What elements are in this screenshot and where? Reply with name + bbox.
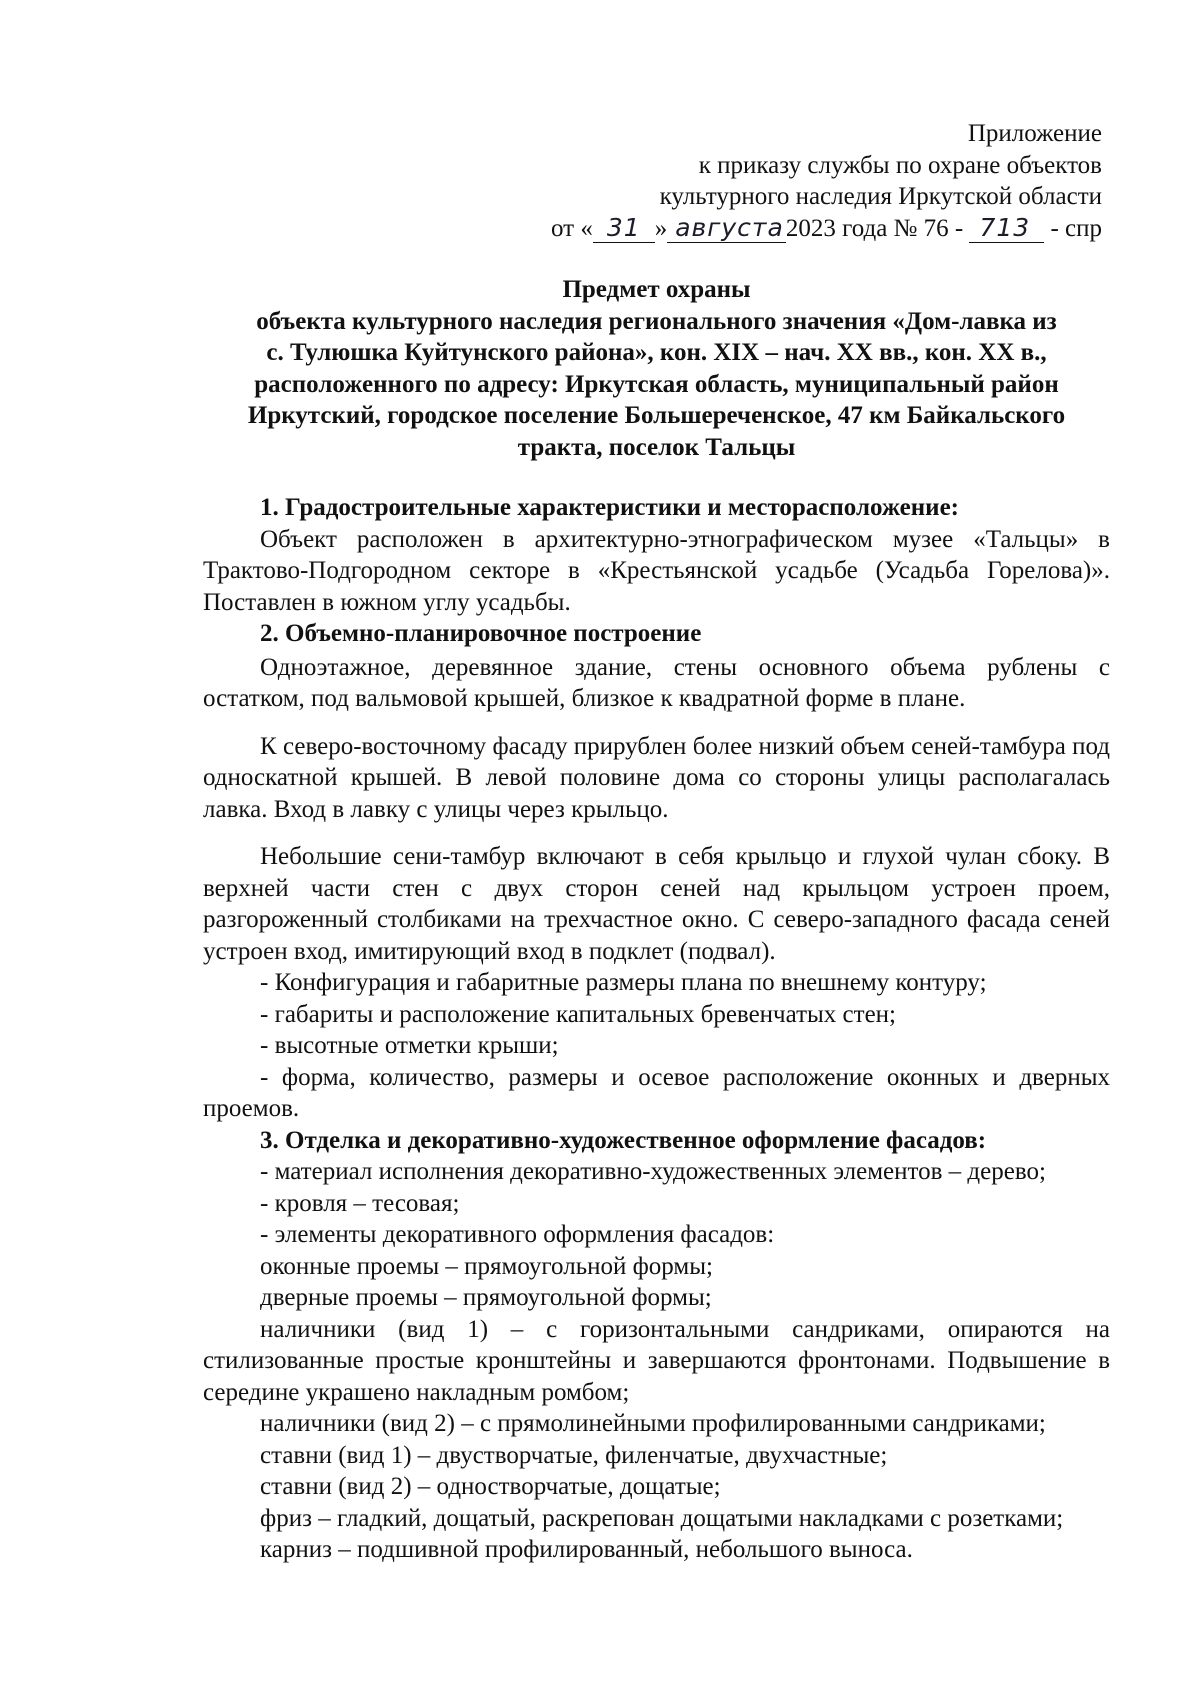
section-3-item-5: дверные проемы – прямоугольной формы; [260, 1284, 712, 1311]
section-2 [203, 618, 1110, 1125]
date-mid: » [654, 214, 668, 242]
handwritten-day: 31 [606, 212, 641, 242]
section-2-bullet-3: - высотные отметки крыши; [260, 1032, 559, 1059]
date-prefix: от « [551, 214, 593, 242]
section-2-bullet-2: - габариты и расположение капитальных бревенчатых стен; [260, 1000, 896, 1028]
section-3-item-6: наличники (вид 1) – с горизонтальными сандриками, опираются на стилизованные простые кронштейны и завершаются фронтонами. Подвышение в середине украшено накладным ромбом; [203, 1315, 1110, 1406]
appendix-label: Приложение [967, 120, 1102, 147]
agency-line: культурного наследия Иркутской области [659, 183, 1102, 210]
section-3-item-9: ставни (вид 2) – одностворчатые, дощатые; [260, 1473, 721, 1500]
title-line-1: Предмет охраны [562, 276, 751, 303]
section-3 [203, 1125, 1110, 1566]
document-title [203, 274, 1110, 463]
section-3-item-3: - элементы декоративного оформления фасадов: [260, 1221, 775, 1248]
title-line-3: с. Тулюшка Куйтунского района», кон. XIX – нач. XX вв., кон. XX в., [266, 339, 1047, 366]
title-line-6: тракта, поселок Тальцы [517, 433, 796, 461]
appendix-header [203, 118, 1102, 244]
title-line-4: расположенного по адресу: Иркутская область, муниципальный район [254, 370, 1059, 398]
section-3-item-10: фриз – гладкий, дощатый, раскрепован дощатыми накладками с розетками; [260, 1504, 1064, 1532]
section-3-heading: 3. Отделка и декоративно-художественное оформление фасадов: [260, 1126, 987, 1154]
section-1 [203, 492, 1110, 618]
title-line-5: Иркутский, городское поселение Большереченское, 47 км Байкальского [247, 402, 1066, 429]
handwritten-number: 713 [979, 212, 1031, 242]
document-page [203, 118, 1110, 1566]
section-2-bullet-4: - форма, количество, размеры и осевое расположение оконных и дверных проемов. [203, 1063, 1110, 1122]
section-2-paragraph-3: Небольшие сени-тамбур включают в себя крыльцо и глухой чулан сбоку. В верхней части стен с двух сторон сеней над крыльцом устроен проем, разгороженный столбиками на трехчастное окно. С северо-западного фасада сеней устроен вход, имитирующий вход в подклет (подвал). [203, 843, 1110, 965]
section-3-item-8: ставни (вид 1) – двустворчатые, филенчатые, двухчастные; [260, 1441, 888, 1469]
section-3-item-7: наличники (вид 2) – с прямолинейными профилированными сандриками; [260, 1410, 1046, 1437]
section-1-paragraph: Объект расположен в архитектурно-этнографическом музее «Тальцы» в Трактово-Подгородном секторе в «Крестьянской усадьбе (Усадьба Горелова)». Поставлен в южном углу усадьбы. [203, 525, 1110, 616]
handwritten-month: августа [675, 212, 784, 242]
section-3-item-4: оконные проемы – прямоугольной формы; [260, 1252, 713, 1280]
section-3-item-11: карниз – подшивной профилированный, небольшого выноса. [260, 1536, 913, 1563]
year-and-number: 2023 года № 76 - [785, 214, 970, 242]
number-suffix: - спр [1044, 214, 1102, 242]
section-2-heading: 2. Объемно-планировочное построение [260, 620, 702, 647]
section-3-item-1: - материал исполнения декоративно-художественных элементов – дерево; [260, 1158, 1046, 1185]
section-2-paragraph-2: К северо-восточному фасаду прирублен более низкий объем сеней-тамбура под односкатной крышей. В левой половине дома со стороны улицы располагалась лавка. Вход в лавку с улицы через крыльцо. [203, 732, 1110, 823]
order-reference-line: к приказу службы по охране объектов [698, 151, 1102, 179]
section-2-paragraph-1: Одноэтажное, деревянное здание, стены основного объема рублены с остатком, под вальмовой крышей, близкое к квадратной форме в плане. [203, 653, 1110, 712]
section-1-heading: 1. Градостроительные характеристики и месторасположение: [260, 494, 959, 521]
section-2-bullet-1: - Конфигурация и габаритные размеры плана по внешнему контуру; [260, 969, 987, 996]
section-3-item-2: - кровля – тесовая; [260, 1189, 460, 1217]
order-date-line [203, 213, 1102, 245]
title-line-2: объекта культурного наследия регионального значения «Дом-лавка из [256, 307, 1057, 335]
